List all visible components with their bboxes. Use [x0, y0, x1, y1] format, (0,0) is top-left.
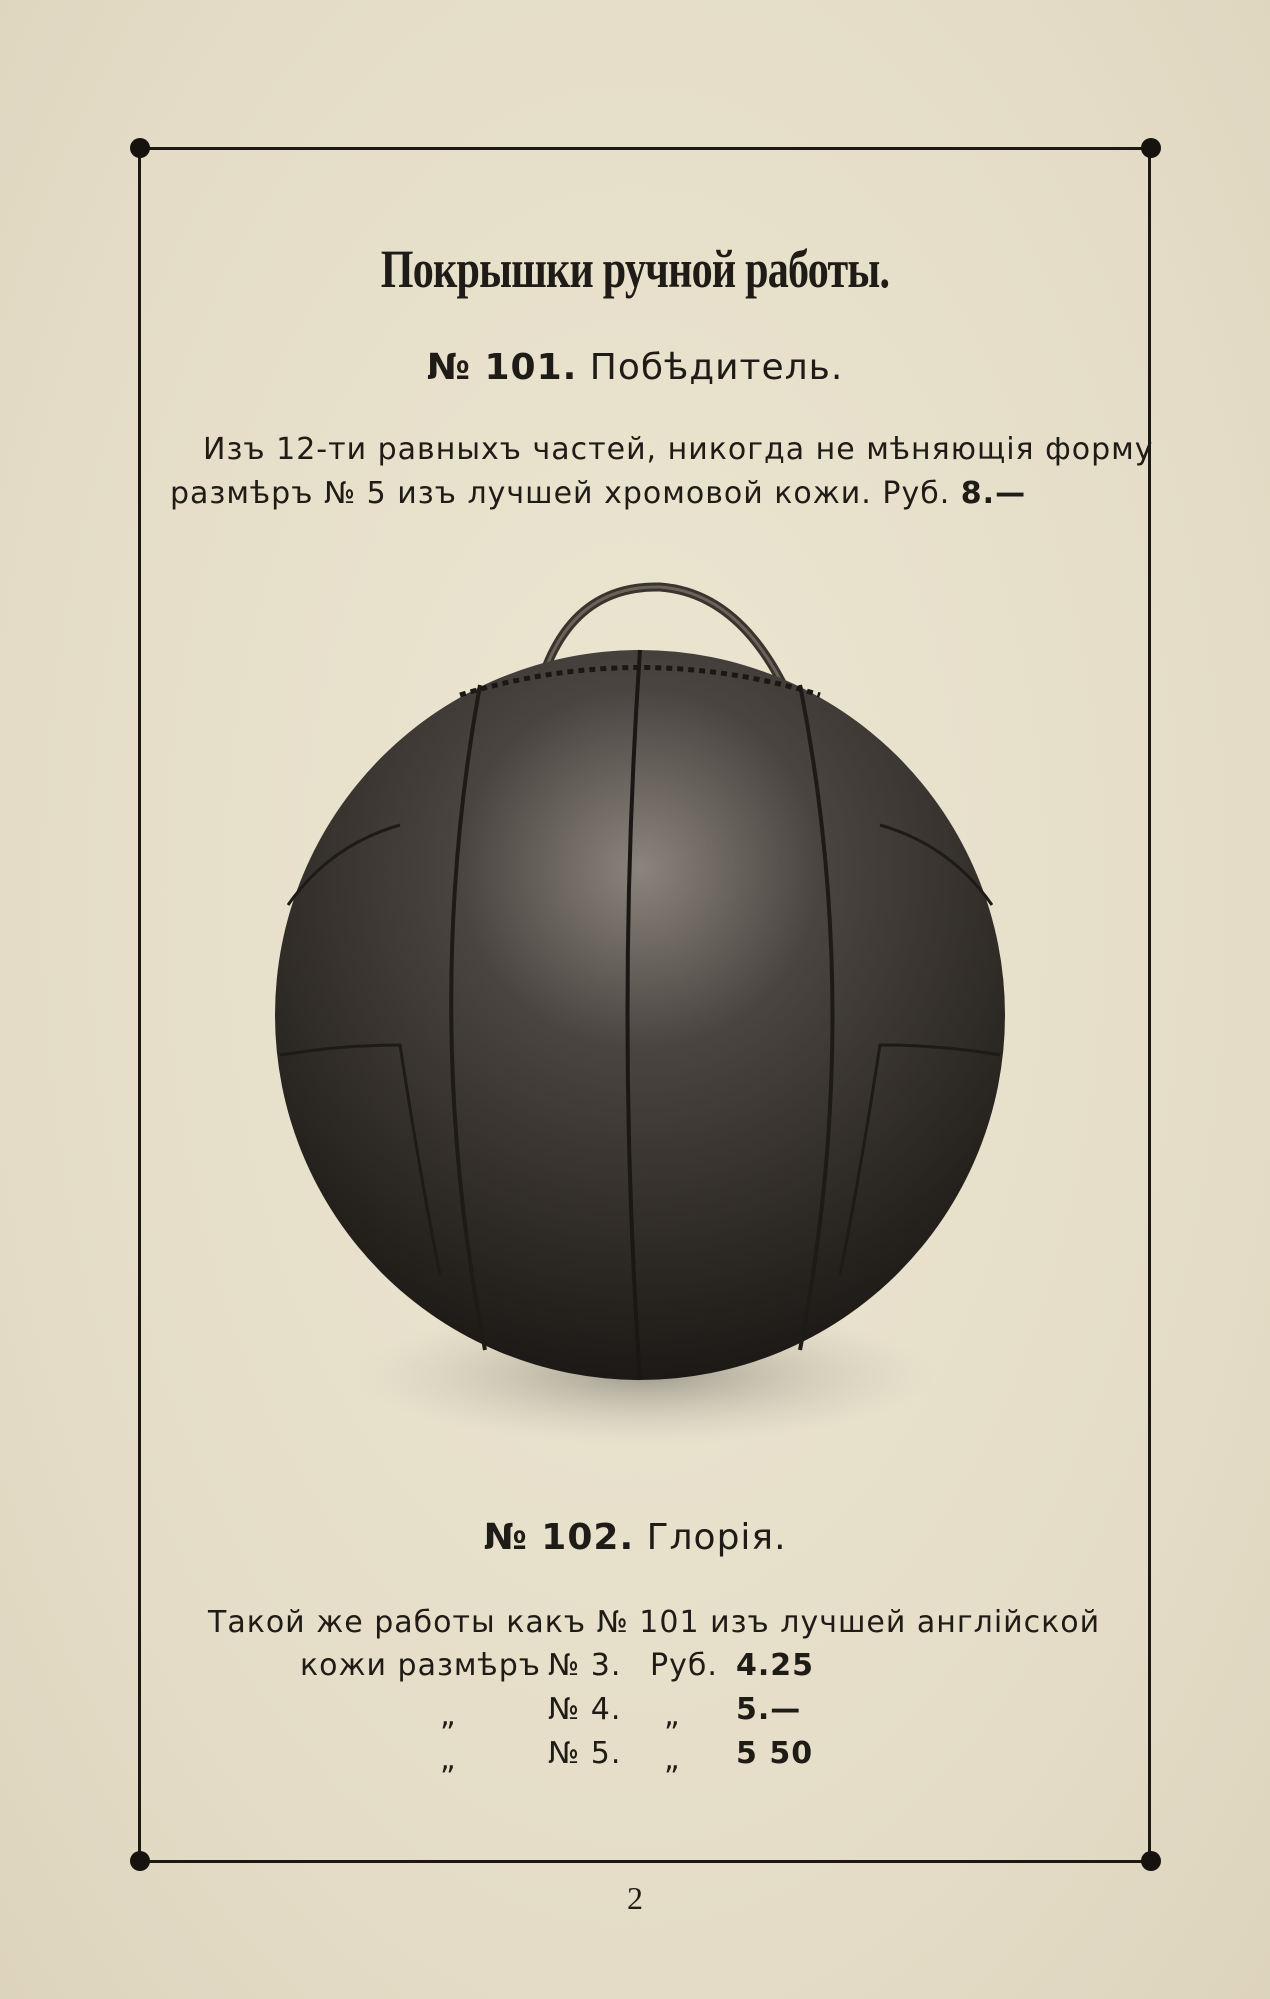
- frame-corner-dot: [1141, 138, 1161, 158]
- item-102-description-line1: Такой же работы какъ № 101 изъ лучшей англійской: [208, 1605, 1101, 1640]
- frame-bottom-rule: [140, 1860, 1152, 1863]
- item-102-name: Глорія.: [646, 1517, 787, 1558]
- price-row-unit: Руб.: [650, 1648, 718, 1683]
- price-row-price: 5 50: [736, 1736, 814, 1771]
- frame-corner-dot: [130, 1851, 150, 1871]
- section-title: Покрышки ручной работы.: [380, 239, 890, 299]
- football-illustration: [270, 575, 1010, 1455]
- frame-corner-dot: [1141, 1851, 1161, 1871]
- price-row-size: № 3.: [548, 1648, 622, 1683]
- item-102-number: № 102.: [483, 1517, 635, 1558]
- price-row-price: 5.—: [736, 1692, 802, 1727]
- item-101-description-line2: [170, 476, 1026, 511]
- item-101-heading: [0, 347, 1270, 388]
- price-row-size: № 5.: [548, 1736, 622, 1771]
- price-row-price: 4.25: [736, 1648, 815, 1683]
- item-101-name: Побѣдитель.: [589, 347, 844, 388]
- page-number: 2: [627, 1880, 643, 1916]
- frame-corner-dot: [130, 138, 150, 158]
- frame-right-rule: [1148, 150, 1151, 1862]
- leather-football-image: [270, 575, 1010, 1455]
- price-row-unit: „: [664, 1698, 681, 1733]
- frame-top-rule: [140, 147, 1152, 150]
- item-102-size-prefix: кожи размѣръ: [300, 1648, 541, 1683]
- item-101-number: № 101.: [426, 347, 578, 388]
- item-102-heading: [0, 1517, 1270, 1558]
- item-101-size-text: размѣръ № 5 изъ лучшей хромовой кожи. Руб.: [170, 476, 951, 511]
- price-row-unit: „: [664, 1742, 681, 1777]
- frame-left-rule: [138, 150, 141, 1862]
- item-101-price: 8.—: [960, 476, 1027, 511]
- item-101-description-line1: Изъ 12-ти равныхъ частей, никогда не мѣняющія форму: [203, 432, 1154, 467]
- price-row-size: № 4.: [548, 1692, 622, 1727]
- price-row-ditto: „: [440, 1742, 457, 1777]
- price-row-ditto: „: [440, 1698, 457, 1733]
